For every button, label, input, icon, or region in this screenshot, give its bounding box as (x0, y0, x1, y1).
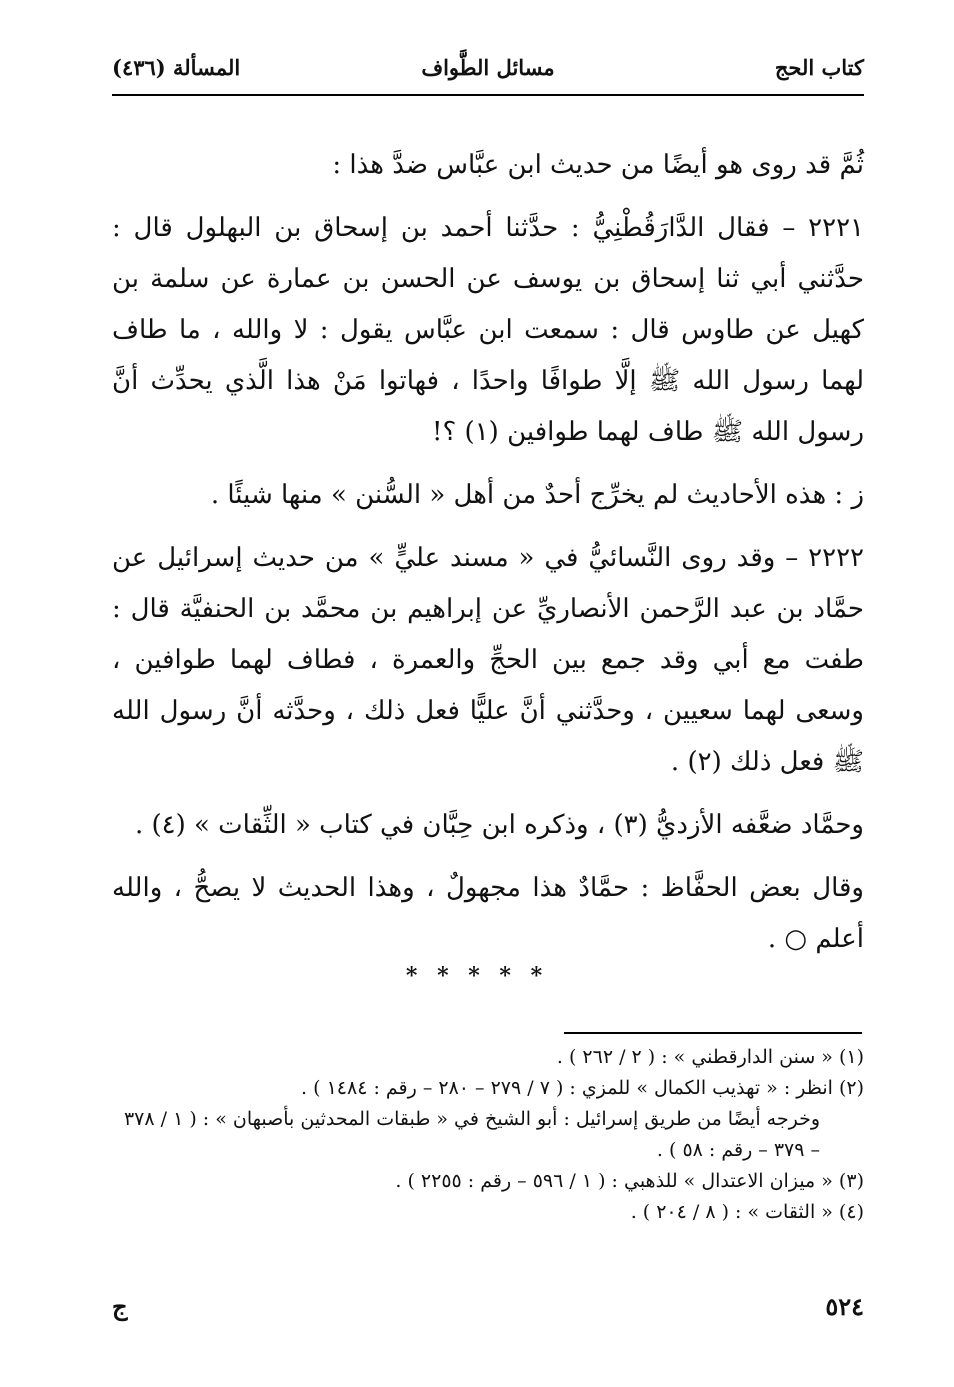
header-chapter-title: مسائل الطَّواف (421, 55, 555, 80)
main-text (112, 140, 864, 977)
paragraph-hadith-2221: ٢٢٢١ – فقال الدَّارَقُطْنِيُّ : حدَّثنا أحمد بن إسحاق بن البهلول قال : حدَّثني أبي ثنا إسحاق بن يوسف عن الحسن بن عمارة عن سلمة بن كهيل عن طاوس قال : سمعت ابن عبَّاس يقول : لا والله ، ما طاف لهما رسول الله ﷺ إلَّا طوافًا واحدًا ، فهاتوا مَنْ هذا الَّذي يحدِّث أنَّ رسول الله ﷺ طاف لهما طوافين (١) ؟! (112, 213, 864, 447)
footnotes (112, 1042, 864, 1228)
paragraph-hadith-2222: ٢٢٢٢ – وقد روى النَّسائيُّ في « مسند عليٍّ » من حديث إسرائيل عن حمَّاد بن عبد الرَّحمن الأنصاريِّ عن إبراهيم بن محمَّد بن الحنفيَّة قال : طفت مع أبي وقد جمع بين الحجِّ والعمرة ، فطاف لهما طوافين ، وسعى لهما سعيين ، وحدَّثني أنَّ عليًّا فعل ذلك ، وحدَّثه أنَّ رسول الله ﷺ فعل ذلك (٢) . (112, 543, 864, 777)
header-issue-number: المسألة (٤٣٦) (112, 55, 241, 80)
section-separator: * * * * * (405, 963, 549, 989)
paragraph-hammad-grading: وحمَّاد ضعَّفه الأزديُّ (٣) ، وذكره ابن حِبَّان في كتاب « الثِّقات » (٤) . (134, 810, 864, 840)
page-footer (112, 1292, 864, 1328)
header-book-title: كتاب الحج (774, 55, 864, 80)
header-rule (112, 94, 864, 96)
paragraph-intro: ثُمَّ قد روى هو أيضًا من حديث ابن عبَّاس ضدَّ هذا : (332, 150, 864, 180)
footnote-2: (٢) انظر : « تهذيب الكمال » للمزي : ( ٧ / ٢٧٩ – ٢٨٠ – رقم : ١٤٨٤ ) . (301, 1077, 864, 1099)
footnote-4: (٤) « الثقات » : ( ٨ / ٢٠٤ ) . (630, 1201, 864, 1223)
paragraph-author-note: ز : هذه الأحاديث لم يخرِّج أحدٌ من أهل « السُّنن » منها شيئًا . (210, 480, 864, 510)
footnote-rule (564, 1032, 862, 1034)
running-header (112, 55, 864, 91)
footnote-1: (١) « سنن الدارقطني » : ( ٢ / ٢٦٢ ) . (556, 1046, 864, 1068)
footnote-2-continuation: وخرجه أيضًا من طريق إسرائيل : أبو الشيخ في « طبقات المحدثين بأصبهان » : ( ١ / ٣٧٨ – ٣٧٩ – رقم : ٥٨ ) . (123, 1108, 820, 1161)
paragraph-conclusion: وقال بعض الحفَّاظ : حمَّادٌ هذا مجهولٌ ، وهذا الحديث لا يصحُّ ، والله أعلم ○ . (112, 873, 864, 954)
volume-signature: ج (112, 1292, 128, 1321)
page-number: ٥٢٤ (825, 1292, 864, 1321)
footnote-3: (٣) « ميزان الاعتدال » للذهبي : ( ١ / ٥٩٦ – رقم : ٢٢٥٥ ) . (395, 1170, 864, 1192)
